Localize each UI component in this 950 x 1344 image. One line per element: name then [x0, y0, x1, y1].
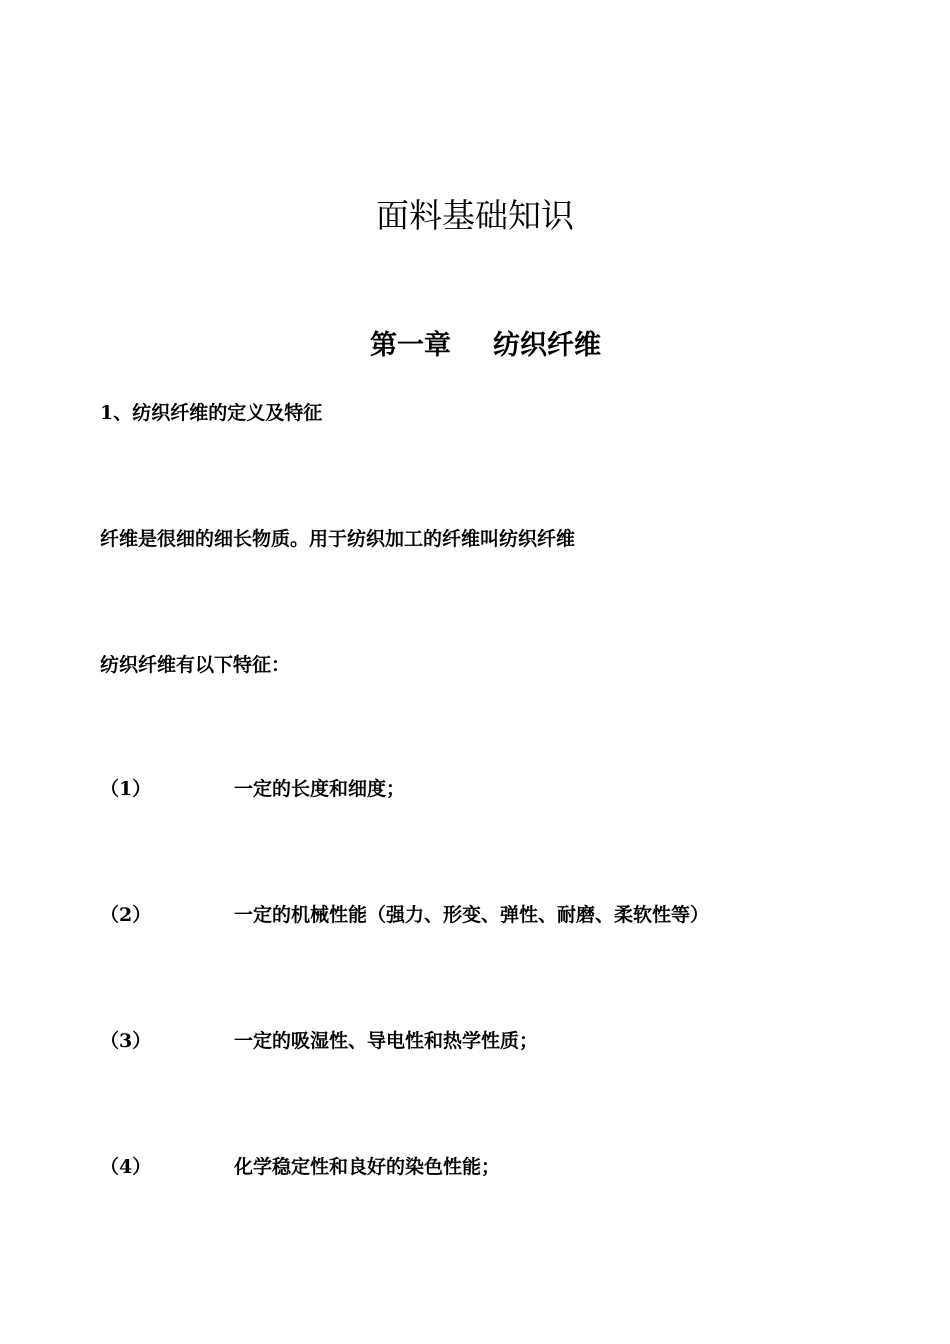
chapter-number: 第一章 [370, 330, 451, 361]
chapter-title [370, 328, 601, 364]
feature-text: 一定的机械性能（强力、形变、弹性、耐磨、柔软性等） [234, 904, 710, 926]
feature-marker: （3） [100, 1030, 152, 1052]
section-heading: 1、纺织纤维的定义及特征 [100, 402, 323, 424]
feature-text: 一定的长度和细度； [234, 778, 406, 800]
features-intro-paragraph: 纺织纤维有以下特征： [100, 654, 291, 676]
feature-text: 化学稳定性和良好的染色性能； [234, 1156, 501, 1178]
definition-paragraph: 纤维是很细的细长物质。用于纺织加工的纤维叫纺织纤维 [100, 528, 576, 550]
document-title: 面料基础知识 [376, 196, 574, 235]
chapter-name: 纺织纤维 [493, 330, 601, 361]
feature-marker: （1） [100, 778, 152, 800]
feature-text: 一定的吸湿性、导电性和热学性质； [234, 1030, 539, 1052]
feature-marker: （4） [100, 1156, 152, 1178]
feature-marker: （2） [100, 904, 152, 926]
